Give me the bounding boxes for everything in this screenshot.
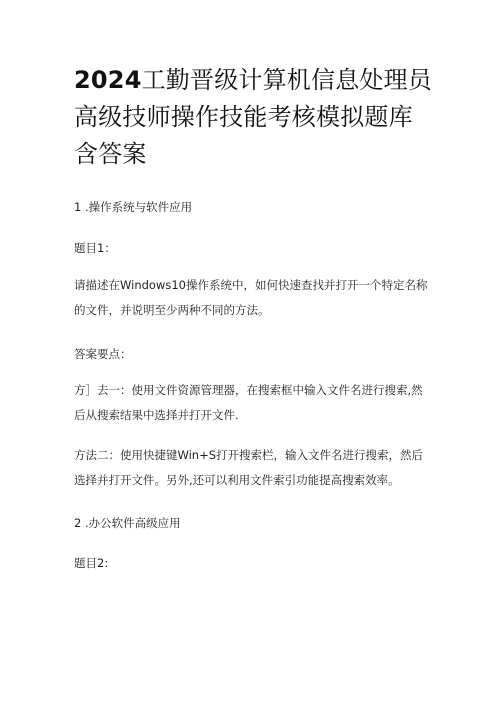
question-2-label: 题目2: [74,556,109,570]
answer-method-2: 方法二：使用快捷键Win+S打开搜索栏，输入文件名进行搜索，然后选择并打开文件。另外,还可以利用文件索引功能提高搜索效率。 [74,448,424,487]
section-heading-os: 1 .操作系统与软件应用 [74,200,193,214]
title-year: 2024 [74,66,142,94]
question-1-text: 请描述在Windows10操作系统中，如何快速查找并打开一个特定名称的文件，并说明至少两种不同的方法。 [74,278,428,317]
answer-label: 答案要点： [74,347,132,361]
document-title [74,62,434,173]
answer-method-1: 方］去一：使用文件资源管理器，在搜索框中输入文件名进行搜索,然后从搜索结果中选择并打开文件. [74,383,423,422]
title-text: 工勤晋级计算机信息处理员高级技师操作技能考核模拟题库含答案 [74,66,433,168]
question-1-label: 题目1： [74,241,116,255]
section-heading-office: 2 .办公软件高级应用 [74,516,181,530]
